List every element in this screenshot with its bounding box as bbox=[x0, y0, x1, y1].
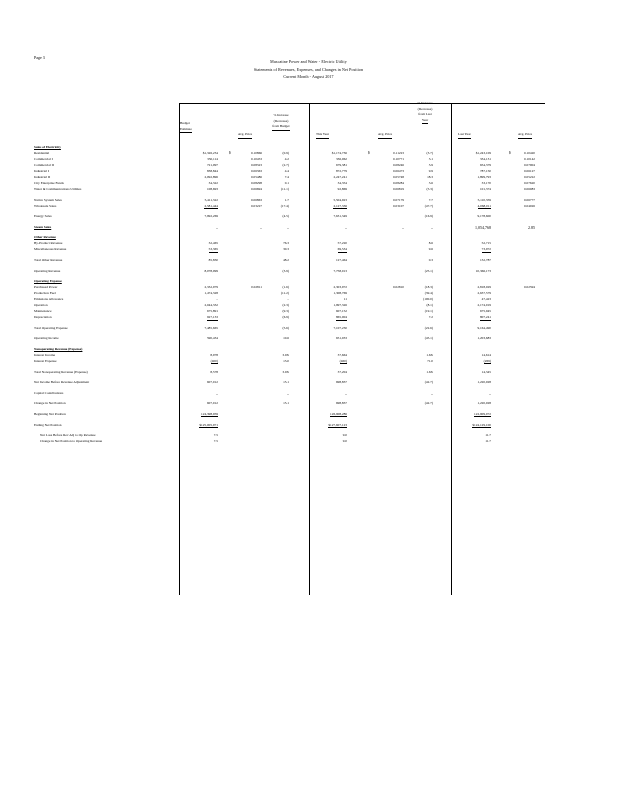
cell-ty: – bbox=[345, 224, 347, 230]
cell-ty: 34,354 bbox=[337, 181, 347, 185]
statement-row bbox=[0, 298, 617, 303]
cell-ty: 11 bbox=[343, 297, 347, 302]
cell-ty: 7,758,013 bbox=[333, 268, 347, 273]
cell-ty: 698,837 bbox=[335, 380, 347, 385]
cell-ly: 675,945 bbox=[479, 309, 491, 314]
statement-row bbox=[0, 259, 617, 264]
page-number: Page 3 bbox=[34, 55, 45, 60]
cell-pb: 1.7 bbox=[284, 197, 289, 202]
cell-bp: 0.05486 bbox=[250, 175, 262, 179]
row-label: Operation bbox=[34, 303, 48, 308]
cell-budget: $1,326,234 bbox=[202, 151, 218, 155]
row-label: Wholesale Sales bbox=[34, 203, 57, 208]
cell-pl: (16.9) bbox=[424, 214, 433, 219]
cell-ly: 5,110,359 bbox=[477, 197, 491, 202]
cell-budget: 2,581,444 bbox=[204, 203, 218, 208]
cell-ly: 33,170 bbox=[481, 181, 491, 185]
cell-budget: 721,097 bbox=[206, 163, 218, 167]
cell-pl: (25.1) bbox=[424, 268, 433, 273]
statement-row bbox=[0, 310, 617, 315]
cell-ty: $1,174,736 bbox=[331, 151, 347, 155]
cell-ly: 1,203,683 bbox=[477, 336, 491, 341]
cell-ty: 69,534 bbox=[337, 247, 347, 252]
cell-ty: 2,303,972 bbox=[333, 285, 347, 290]
cell-ly: 122,909,072 bbox=[474, 412, 491, 416]
row-label: Operating Income bbox=[34, 336, 59, 341]
row-label: Interest Income bbox=[34, 353, 56, 357]
cell-ty: 9.0 bbox=[342, 439, 347, 444]
cell-ly: 9,178,600 bbox=[477, 214, 491, 219]
cell-ly: 101,374 bbox=[479, 187, 491, 191]
budget-header-line2: Estimate bbox=[180, 127, 192, 134]
statement-row bbox=[0, 360, 617, 365]
header-rule bbox=[451, 103, 545, 104]
row-label: Interest Expense bbox=[34, 359, 57, 363]
row-label: Total Other Revenue bbox=[34, 258, 63, 262]
cell-ly: 787,150 bbox=[479, 169, 491, 173]
cell-pl: 3.9 bbox=[428, 163, 433, 167]
cell-pb: 10.6 bbox=[283, 336, 289, 341]
row-label: City Enterprise Funds bbox=[34, 181, 64, 185]
cell-pb: 0.1 bbox=[284, 181, 289, 185]
cell-lp: 0.04026 bbox=[523, 203, 535, 208]
last-year-label: Last Year bbox=[458, 132, 471, 139]
row-label: Production Fuel bbox=[34, 291, 56, 296]
cell-budget: 590,434 bbox=[206, 336, 218, 341]
budget-header bbox=[180, 121, 224, 133]
row-label: Operating Revenue bbox=[34, 268, 61, 273]
cell-bp: 0.06863 bbox=[250, 197, 262, 202]
cell-tp: 0.11223 bbox=[393, 151, 404, 155]
row-label: Native System Sales bbox=[34, 197, 62, 202]
row-label: Total Operating Expense bbox=[34, 325, 68, 330]
cell-ty: 1,997,326 bbox=[333, 303, 347, 308]
pct-last-line2: (Decrease) bbox=[417, 106, 433, 111]
cell-pb: 30.3 bbox=[283, 247, 289, 252]
cell-ty: $127,607,123 bbox=[328, 422, 347, 427]
cell-pl: 9.9 bbox=[428, 169, 433, 173]
cell-ty: 7,107,230 bbox=[333, 325, 347, 330]
cell-budget: – bbox=[216, 297, 218, 302]
cell-lp: 0.06127 bbox=[523, 169, 535, 173]
cell-pb: 15.1 bbox=[283, 380, 289, 385]
cell-pb: 13.0 bbox=[283, 359, 289, 363]
cell-pl: (45.1) bbox=[424, 336, 433, 341]
cell-bp: 0.02811 bbox=[251, 285, 262, 290]
cell-pb: (11.2) bbox=[280, 291, 289, 296]
cell-pb: – bbox=[287, 297, 289, 302]
cell-pb: 4.4 bbox=[284, 169, 289, 173]
statement-row bbox=[0, 304, 617, 309]
statement-row bbox=[0, 199, 617, 204]
cell-budget: 7,485,665 bbox=[204, 325, 218, 330]
cell-pb: (9.3) bbox=[282, 309, 289, 314]
cell-ly: 1,899,793 bbox=[477, 175, 491, 179]
statement-row bbox=[0, 248, 617, 253]
cell-budget: 8,978 bbox=[210, 353, 218, 357]
cell-ty: 698,837 bbox=[335, 401, 347, 406]
cell-ty: 607,152 bbox=[335, 309, 347, 314]
pct-last-line4: Year bbox=[422, 118, 428, 125]
cell-pl: (5.3) bbox=[426, 187, 433, 191]
cell-lp: 0.06777 bbox=[523, 197, 535, 202]
cell-tp: – bbox=[402, 224, 404, 230]
cell-ly: 10,366,173 bbox=[475, 268, 491, 273]
cell-budget: (400) bbox=[210, 359, 218, 363]
report-subtitle: Statements of Revenues, Expenses, and Changes in Net Position bbox=[253, 66, 364, 72]
row-label: Sales of Electricity bbox=[34, 145, 61, 149]
cell-lp: 0.07620 bbox=[523, 181, 535, 185]
row-label: Emissions Allowance bbox=[34, 297, 64, 302]
statement-row bbox=[0, 413, 617, 418]
cell-pl: (39.4) bbox=[424, 291, 433, 296]
statement-row bbox=[0, 215, 617, 220]
report-title: Muscatine Power and Water - Electric Utility bbox=[270, 59, 347, 64]
avg-price-label-1: Avg. Price bbox=[238, 132, 252, 139]
cell-tp-dollar: $ bbox=[368, 151, 370, 155]
statement-row bbox=[0, 316, 617, 321]
cell-budget: 2,092,896 bbox=[204, 175, 218, 179]
pct-last-year-header bbox=[408, 101, 442, 124]
cell-budget: 7.5 bbox=[213, 439, 218, 444]
row-label: Commercial II bbox=[34, 163, 54, 167]
cell-ly: – bbox=[489, 390, 491, 396]
pct-budget-line2: (Decrease) bbox=[273, 118, 289, 123]
row-label: Miscellaneous Revenue bbox=[34, 247, 67, 252]
cell-ly: 334,131 bbox=[479, 157, 491, 161]
cell-ty: 37,664 bbox=[337, 353, 347, 357]
cell-budget: 927,133 bbox=[206, 315, 218, 320]
cell-budget: 330,114 bbox=[207, 157, 218, 161]
this-year-header bbox=[316, 132, 346, 139]
cell-ly: 2,637,579 bbox=[477, 291, 491, 296]
cell-ty: 9.0 bbox=[342, 433, 347, 438]
statement-row bbox=[0, 348, 617, 353]
cell-pl: (19.1) bbox=[424, 309, 433, 314]
pct-budget-line1: % Increase bbox=[273, 113, 289, 117]
statement-row bbox=[0, 337, 617, 342]
cell-lp: 0.05222 bbox=[523, 175, 535, 179]
cell-ty: 92,869 bbox=[337, 187, 347, 191]
cell-budget: 8,078,099 bbox=[204, 268, 218, 273]
cell-lp: 0.10420 bbox=[523, 151, 535, 155]
cell-pb: (6.9) bbox=[282, 315, 289, 320]
statement-row bbox=[0, 236, 617, 241]
cell-budget: – bbox=[216, 224, 218, 230]
statement-row bbox=[0, 402, 617, 407]
cell-pl: – bbox=[431, 224, 433, 230]
cell-ty: 1,308,769 bbox=[333, 291, 347, 296]
cell-lp: 0.07904 bbox=[523, 163, 535, 167]
cell-pl: (22.6) bbox=[424, 325, 433, 330]
cell-tp: 0.10771 bbox=[392, 157, 404, 161]
avg-price-header-1 bbox=[226, 132, 264, 139]
cell-budget: 8,578 bbox=[210, 369, 218, 374]
row-label: Ending Net Position bbox=[34, 422, 62, 427]
cell-pb: (2.3) bbox=[282, 303, 289, 308]
statement-row bbox=[0, 354, 617, 359]
statement-row bbox=[0, 270, 617, 275]
cell-ly: 1,220,028 bbox=[477, 401, 491, 406]
cell-ty: 2,127,336 bbox=[333, 203, 347, 208]
cell-bp: 0.06694 bbox=[250, 187, 262, 191]
row-label: Other Revenue bbox=[34, 235, 56, 240]
row-label: Industrial II bbox=[34, 175, 51, 179]
cell-budget: 675,891 bbox=[206, 309, 218, 314]
cell-pb: (17.4) bbox=[280, 203, 289, 208]
cell-ly: 1,220,028 bbox=[477, 380, 491, 385]
this-year-label: This Year bbox=[316, 132, 329, 139]
statement-row bbox=[0, 371, 617, 376]
cell-ty: 57,220 bbox=[337, 241, 347, 246]
cell-pl: (42.7) bbox=[424, 401, 433, 406]
cell-lp: 0.06083 bbox=[523, 187, 535, 191]
cell-tp: 0.08246 bbox=[392, 163, 404, 167]
cell-pl: 7.7 bbox=[428, 197, 433, 202]
cell-pl: 7.2 bbox=[428, 315, 433, 320]
cell-budget: 124,398,959 bbox=[201, 412, 218, 416]
cell-ty: (460) bbox=[339, 359, 347, 363]
cell-bp: 0.03227 bbox=[250, 203, 262, 208]
statement-row bbox=[0, 188, 617, 193]
cell-pl: 1.6X bbox=[426, 353, 433, 357]
cell-pl: 0.3 bbox=[428, 258, 433, 262]
cell-ly: 807,241 bbox=[479, 315, 491, 320]
report-period: Current Month - August 2017 bbox=[283, 74, 334, 79]
cell-ly: 4,068,011 bbox=[477, 203, 491, 208]
budget-header-line1: Budget bbox=[180, 121, 190, 125]
row-label: Change in Net Position to Operating Revenue bbox=[40, 439, 103, 444]
cell-tp: 0.06473 bbox=[392, 169, 404, 173]
row-label: Net Income Before Revenue Adjustment bbox=[34, 380, 90, 385]
cell-bp: – bbox=[260, 224, 262, 230]
row-label: Beginning Net Position bbox=[34, 412, 66, 416]
cell-ly: (269) bbox=[483, 359, 491, 363]
cell-lp: 0.02594 bbox=[523, 285, 535, 290]
cell-bp: 0.08298 bbox=[250, 181, 262, 185]
cell-ty: 679,381 bbox=[335, 163, 347, 167]
header-rule bbox=[179, 103, 309, 104]
cell-ty: 865,004 bbox=[335, 315, 347, 320]
row-label: Purchased Power bbox=[34, 285, 58, 290]
cell-pb: (0.9) bbox=[282, 151, 289, 155]
cell-bp-dollar: $ bbox=[229, 151, 231, 155]
cell-ly: 2,818,029 bbox=[477, 285, 491, 290]
statement-row bbox=[0, 292, 617, 297]
cell-tp: 0.03107 bbox=[392, 203, 404, 208]
cell-pl: 3.1 bbox=[428, 157, 433, 161]
cell-pb: – bbox=[287, 224, 289, 230]
row-label: Capital Contributions bbox=[34, 390, 64, 395]
cell-pb: 4.2 bbox=[284, 157, 289, 161]
cell-pl: 18.3 bbox=[427, 175, 433, 179]
row-label: Water & Communications Utilities bbox=[34, 187, 82, 191]
cell-pl: (8.1) bbox=[426, 303, 433, 308]
row-label: Total Nonoperating Revenue (Expense) bbox=[34, 369, 88, 374]
cell-ly: 47,423 bbox=[481, 297, 491, 302]
cell-pb: 76.3 bbox=[283, 241, 289, 246]
cell-budget: 53,365 bbox=[208, 247, 218, 252]
cell-budget: 2,332,979 bbox=[204, 285, 218, 290]
cell-ty: 37,204 bbox=[337, 369, 347, 374]
cell-budget: – bbox=[216, 390, 218, 396]
cell-budget: 7.5 bbox=[213, 433, 218, 438]
cell-budget: 2,044,332 bbox=[204, 303, 218, 308]
row-label: Change in Net Position bbox=[34, 401, 66, 406]
pct-budget-header bbox=[266, 113, 296, 131]
row-label: Commercial I bbox=[34, 157, 53, 161]
cell-ty: 127,464 bbox=[335, 258, 347, 262]
cell-ty: 5,504,923 bbox=[333, 197, 347, 202]
cell-pl: 9.6 bbox=[428, 247, 433, 252]
cell-pb: 3.0X bbox=[282, 353, 289, 357]
cell-ly: 11.7 bbox=[485, 433, 491, 438]
cell-pl: 3.6 bbox=[428, 181, 433, 185]
cell-pb: (3.9) bbox=[282, 268, 289, 273]
cell-budget: 5,411,322 bbox=[204, 197, 218, 202]
cell-budget: 34,322 bbox=[208, 181, 218, 185]
cell-pb: 7.4 bbox=[284, 175, 289, 179]
header-rule bbox=[309, 103, 451, 104]
cell-budget: 607,012 bbox=[206, 380, 218, 385]
row-label: Maintenance bbox=[34, 309, 52, 314]
cell-pl: (18.3) bbox=[424, 285, 433, 290]
pct-budget-line3: from Budget bbox=[272, 124, 289, 131]
cell-ly: 14,345 bbox=[481, 369, 491, 374]
avg-price-label-2: Avg. Price bbox=[378, 132, 392, 139]
row-label: Steam Sales bbox=[34, 224, 52, 229]
cell-pb: 3.0X bbox=[282, 369, 289, 374]
cell-ty: 7,631,349 bbox=[333, 214, 347, 219]
avg-price-header-2 bbox=[366, 132, 404, 139]
avg-price-header-3 bbox=[506, 132, 544, 139]
cell-ly: $124,129,100 bbox=[472, 422, 491, 427]
cell-pl: (100.0) bbox=[423, 297, 433, 302]
pct-last-line3: from Last bbox=[418, 112, 432, 117]
row-label: Operating Expense bbox=[34, 279, 62, 284]
cell-bp: 0.10453 bbox=[250, 157, 262, 161]
cell-ty: 651,033 bbox=[335, 336, 347, 341]
cell-ly: 9,164,490 bbox=[477, 325, 491, 330]
row-label: Nonoperating Revenue (Expense) bbox=[34, 347, 83, 351]
cell-ty: 336,062 bbox=[335, 157, 347, 161]
row-label: Residential bbox=[34, 151, 50, 155]
cell-ty: 126,908,286 bbox=[330, 412, 347, 416]
cell-pb: – bbox=[287, 390, 289, 396]
cell-budget: 108,693 bbox=[206, 187, 218, 191]
cell-tp: 0.07179 bbox=[392, 197, 404, 202]
cell-ly: 132,787 bbox=[479, 258, 491, 262]
cell-pl: 1.6X bbox=[426, 369, 433, 374]
last-year-header bbox=[458, 132, 488, 139]
statement-row bbox=[0, 392, 617, 397]
pct-last-line1: % Increase bbox=[417, 101, 433, 105]
cell-ly: 14,614 bbox=[481, 353, 491, 357]
statement-row bbox=[0, 205, 617, 210]
cell-pb: (2.7) bbox=[282, 163, 289, 167]
cell-pb: (5.6) bbox=[282, 325, 289, 330]
cell-tp: 0.02810 bbox=[392, 285, 404, 290]
cell-pl: (3.7) bbox=[426, 151, 433, 155]
cell-ly: 1,054,768 bbox=[475, 224, 491, 230]
cell-budget: 1,474,328 bbox=[204, 291, 218, 296]
cell-lp: 0.10142 bbox=[523, 157, 535, 161]
row-label: By-Product Revenue bbox=[34, 241, 63, 246]
cell-lp: 2.85 bbox=[528, 224, 535, 230]
cell-pb: 48.2 bbox=[283, 258, 289, 262]
cell-ly: 654,379 bbox=[479, 163, 491, 167]
row-label: Depreciation bbox=[34, 315, 52, 320]
report-header bbox=[0, 60, 617, 83]
cell-ly: $1,243,109 bbox=[475, 151, 491, 155]
cell-pl: (42.7) bbox=[424, 380, 433, 385]
statement-row bbox=[0, 286, 617, 291]
cell-ly: 2,174,019 bbox=[477, 303, 491, 308]
cell-pb: 15.1 bbox=[283, 401, 289, 406]
cell-ly: 73,972 bbox=[481, 247, 491, 252]
cell-pl: – bbox=[431, 390, 433, 396]
statement-row bbox=[0, 381, 617, 386]
row-label: Industrial I bbox=[34, 169, 49, 173]
cell-tp: 0.06819 bbox=[392, 187, 404, 191]
statement-row bbox=[0, 242, 617, 247]
cell-pl: (47.7) bbox=[424, 203, 433, 208]
cell-tp: 0.05748 bbox=[392, 175, 404, 179]
cell-bp: 0.08323 bbox=[250, 163, 262, 167]
statement-row bbox=[0, 226, 617, 231]
cell-ty: 2,247,241 bbox=[333, 175, 347, 179]
statement-row bbox=[0, 424, 617, 429]
cell-budget: 32,465 bbox=[208, 241, 218, 246]
cell-budget: $125,005,971 bbox=[199, 422, 218, 427]
row-label: Energy Sales bbox=[34, 214, 52, 219]
cell-budget: 838,844 bbox=[206, 169, 218, 173]
cell-bp: 0.06363 bbox=[250, 169, 262, 173]
cell-pb: (11.1) bbox=[280, 187, 289, 191]
cell-ty: – bbox=[345, 390, 347, 396]
cell-pl: 8.6 bbox=[428, 241, 433, 246]
statement-row bbox=[0, 440, 617, 445]
cell-budget: 7,992,269 bbox=[204, 214, 218, 219]
cell-pb: (1.6) bbox=[282, 285, 289, 290]
cell-pb: (4.5) bbox=[282, 214, 289, 219]
cell-ly: 11.7 bbox=[485, 439, 491, 444]
cell-budget: 607,012 bbox=[206, 401, 218, 406]
cell-tp: 0.08284 bbox=[392, 181, 404, 185]
avg-price-label-3: Avg. Price bbox=[518, 132, 532, 139]
cell-pl: 71.0 bbox=[427, 359, 433, 363]
cell-lp-dollar: $ bbox=[509, 151, 511, 155]
cell-budget: 85,830 bbox=[208, 258, 218, 262]
statement-row bbox=[0, 327, 617, 332]
cell-ty: 872,779 bbox=[335, 169, 347, 173]
cell-ly: 52,715 bbox=[481, 241, 491, 246]
cell-bp: 0.10866 bbox=[250, 151, 262, 155]
row-label: Net Loss Before Rev Adj to Op Revenue bbox=[40, 433, 96, 438]
